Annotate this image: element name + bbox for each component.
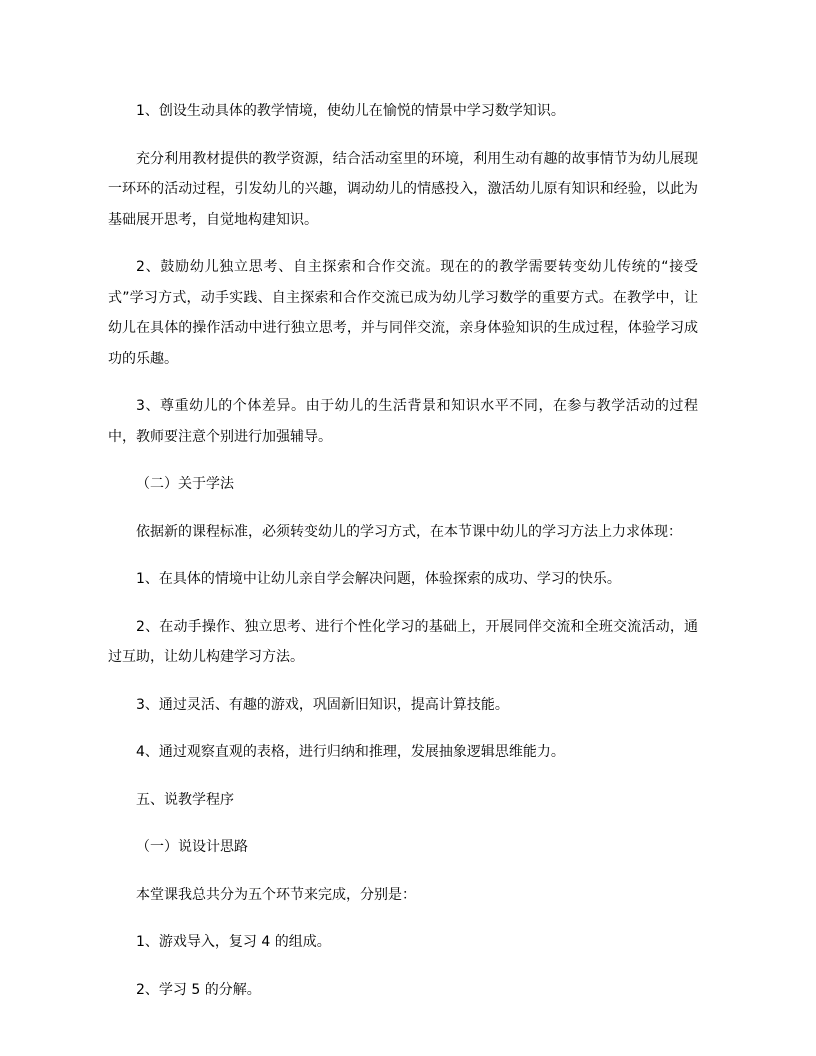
paragraph: 1、创设生动具体的教学情境，使幼儿在愉悦的情景中学习数学知识。 [136, 103, 565, 119]
paragraph: 本堂课我总共分为五个环节来完成，分别是： [136, 886, 416, 903]
list-item: 2、学习 5 的分解。 [136, 981, 261, 998]
paragraph: 2、鼓励幼儿独立思考、自主探索和合作交流。现在的的教学需要转变幼儿传统的“接受式”学习方式，动手实践、自主探索和合作交流已成为幼儿学习数学的重要方式。在教学中，让幼儿在具体的操作活动中进行独立思考，并与同伴交流，亲身体验知识的生成过程，体验学习成功的乐趣。 [108, 259, 698, 367]
list-item: 1、在具体的情境中让幼儿亲自学会解决问题，体验探索的成功、学习的快乐。 [136, 571, 621, 587]
section-heading: 五、说教学程序 [136, 791, 234, 808]
section-heading: （一）说设计思路 [136, 839, 248, 855]
document-page [108, 96, 698, 1022]
paragraph: 3、尊重幼儿的个体差异。由于幼儿的生活背景和知识水平不同，在参与教学活动的过程中，教师要注意个别进行加强辅导。 [108, 398, 698, 445]
list-item: 2、在动手操作、独立思考、进行个性化学习的基础上，开展同伴交流和全班交流活动，通过互助，让幼儿构建学习方法。 [108, 618, 698, 665]
list-item: 4、通过观察直观的表格，进行归纳和推理，发展抽象逻辑思维能力。 [136, 744, 565, 760]
list-item: 1、游戏导入，复习 4 的组成。 [136, 934, 331, 950]
list-item: 3、通过灵活、有趣的游戏，巩固新旧知识，提高计算技能。 [136, 696, 509, 713]
paragraph: 依据新的课程标准，必须转变幼儿的学习方式，在本节课中幼儿的学习方法上力求体现： [136, 523, 682, 540]
section-heading: （二）关于学法 [136, 476, 234, 492]
paragraph: 充分利用教材提供的教学资源，结合活动室里的环境，利用生动有趣的故事情节为幼儿展现一环环的活动过程，引发幼儿的兴趣，调动幼儿的情感投入，激活幼儿原有知识和经验，以此为基础展开思考，自觉地构建知识。 [108, 150, 698, 228]
